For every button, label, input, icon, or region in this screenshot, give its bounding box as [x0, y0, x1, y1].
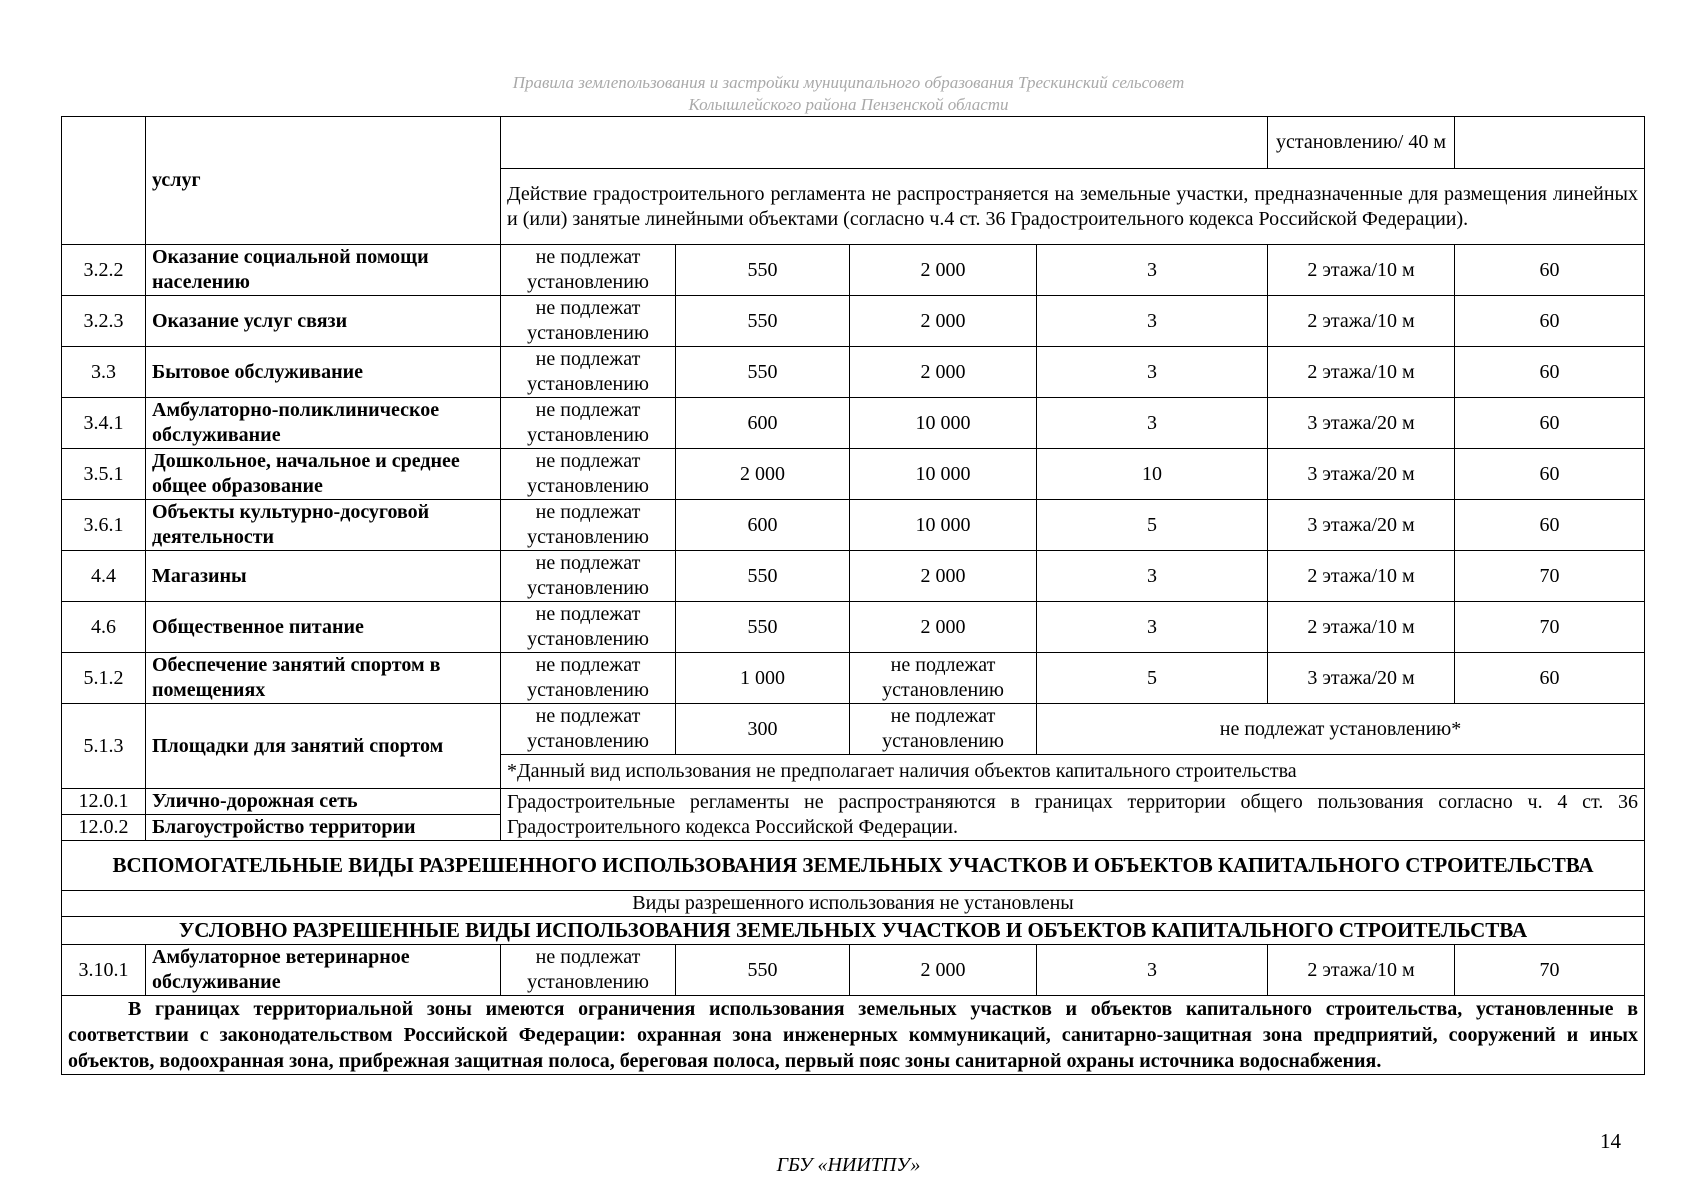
table-row-vet — [62, 945, 1645, 996]
value-cell: 10 000 — [850, 500, 1037, 551]
value-cell: 3 — [1037, 347, 1268, 398]
value-cell: 3 — [1037, 945, 1268, 996]
section-row-auxiliary — [62, 841, 1645, 891]
value-cell: 2 000 — [850, 296, 1037, 347]
height-cell: установлению/ 40 м — [1268, 117, 1455, 169]
use-name-cell: Площадки для занятий спортом — [146, 704, 501, 789]
value-cell: 550 — [676, 602, 850, 653]
value-cell: 60 — [1455, 449, 1645, 500]
value-cell: 600 — [676, 398, 850, 449]
value-cell: 2 этажа/10 м — [1268, 296, 1455, 347]
value-cell: 10 — [1037, 449, 1268, 500]
value-cell: 10 000 — [850, 449, 1037, 500]
table-row — [62, 296, 1645, 347]
value-cell: 60 — [1455, 347, 1645, 398]
use-name-cell: услуг — [146, 117, 501, 245]
value-cell: 2 000 — [850, 245, 1037, 296]
use-name-cell: Объекты культурно-досуговой деятельности — [146, 500, 501, 551]
value-cell: 550 — [676, 551, 850, 602]
section-title: УСЛОВНО РАЗРЕШЕННЫЕ ВИДЫ ИСПОЛЬЗОВАНИЯ ЗЕМЕЛЬНЫХ УЧАСТКОВ И ОБЪЕКТОВ КАПИТАЛЬНОГО СТРОИТЕЛЬСТВА — [62, 917, 1645, 945]
use-name-cell: Обеспечение занятий спортом в помещениях — [146, 653, 501, 704]
merged-value-cell: не подлежат установлению* — [1037, 704, 1645, 755]
code-cell: 3.2.3 — [62, 296, 146, 347]
value-cell: 550 — [676, 347, 850, 398]
code-cell: 4.6 — [62, 602, 146, 653]
code-cell: 12.0.2 — [62, 815, 146, 841]
code-cell: 3.6.1 — [62, 500, 146, 551]
value-cell: 300 — [676, 704, 850, 755]
value-cell: не подлежат установлению — [501, 245, 676, 296]
running-header-line1: Правила землепользования и застройки муниципального образования Трескинский сельсовет — [512, 73, 1185, 92]
use-name-cell: Оказание услуг связи — [146, 296, 501, 347]
table-row — [62, 653, 1645, 704]
value-cell: не подлежат установлению — [850, 653, 1037, 704]
value-cell: 2 этажа/10 м — [1268, 347, 1455, 398]
value-cell: 2 000 — [850, 347, 1037, 398]
value-cell: не подлежат установлению — [501, 398, 676, 449]
use-name-cell: Оказание социальной помощи населению — [146, 245, 501, 296]
value-cell: 5 — [1037, 653, 1268, 704]
code-cell: 3.2.2 — [62, 245, 146, 296]
value-cell: 60 — [1455, 653, 1645, 704]
table-row — [62, 245, 1645, 296]
table-row — [62, 398, 1645, 449]
value-cell: не подлежат установлению — [501, 296, 676, 347]
value-cell: 3 — [1037, 245, 1268, 296]
page-footer: ГБУ «НИИТПУ» — [776, 1154, 921, 1176]
value-cell: 1 000 — [676, 653, 850, 704]
table-row-street-network — [62, 789, 1645, 815]
value-cell: не подлежат установлению — [501, 653, 676, 704]
regulation-note-cell: Градостроительные регламенты не распространяются в границах территории общего пользования согласно ч. 4 ст. 36 Градостроительного кодекса Российской Федерации. — [501, 789, 1645, 841]
code-cell: 3.4.1 — [62, 398, 146, 449]
value-cell: 3 этажа/20 м — [1268, 398, 1455, 449]
value-cell: не подлежат установлению — [501, 945, 676, 996]
use-name-cell: Магазины — [146, 551, 501, 602]
value-cell: 70 — [1455, 602, 1645, 653]
value-cell: 60 — [1455, 398, 1645, 449]
table-row-auxiliary-note — [62, 891, 1645, 917]
section-row-conditional — [62, 917, 1645, 945]
value-cell: не подлежат установлению — [850, 704, 1037, 755]
restrictions-paragraph: В границах территориальной зоны имеются ограничения использования земельных участков и объектов капитального строительства, установленные в соответствии с законодательством Российской Федерации: охранная зона инженерных коммуникаций, санитарно-защитная зона предприятий, сооружений и иных объектов, водоохранная зона, прибрежная защитная полоса, береговая полоса, первый пояс зоны санитарной охраны источника водоснабжения. — [62, 996, 1645, 1075]
use-name-cell: Общественное питание — [146, 602, 501, 653]
page-number: 14 — [1600, 1129, 1621, 1153]
use-name-cell: Благоустройство территории — [146, 815, 501, 841]
code-cell: 3.3 — [62, 347, 146, 398]
value-cell: 550 — [676, 245, 850, 296]
table-row-sport-grounds — [62, 704, 1645, 755]
value-cell: 60 — [1455, 500, 1645, 551]
value-cell: 2 000 — [850, 945, 1037, 996]
code-cell — [62, 117, 146, 245]
value-cell: не подлежат установлению — [501, 449, 676, 500]
use-name-cell: Дошкольное, начальное и среднее общее образование — [146, 449, 501, 500]
code-cell: 12.0.1 — [62, 789, 146, 815]
value-cell: 2 000 — [850, 602, 1037, 653]
value-cell: 3 — [1037, 551, 1268, 602]
footnote-cell: *Данный вид использования не предполагает наличия объектов капитального строительства — [501, 755, 1645, 789]
value-cell: 2 этажа/10 м — [1268, 551, 1455, 602]
value-cell: 3 — [1037, 398, 1268, 449]
value-cell: 3 — [1037, 296, 1268, 347]
table-row-continuation — [62, 117, 1645, 169]
value-cell: 600 — [676, 500, 850, 551]
value-cell: 550 — [676, 296, 850, 347]
code-cell: 3.5.1 — [62, 449, 146, 500]
empty-cell — [501, 117, 1268, 169]
value-cell: не подлежат установлению — [501, 704, 676, 755]
table-row — [62, 347, 1645, 398]
table-row — [62, 551, 1645, 602]
value-cell: не подлежат установлению — [501, 602, 676, 653]
value-cell: 60 — [1455, 245, 1645, 296]
value-cell: не подлежат установлению — [501, 347, 676, 398]
value-cell: 2 этажа/10 м — [1268, 602, 1455, 653]
value-cell: 3 — [1037, 602, 1268, 653]
value-cell: 3 этажа/20 м — [1268, 653, 1455, 704]
value-cell: 5 — [1037, 500, 1268, 551]
empty-cell — [1455, 117, 1645, 169]
table-row — [62, 449, 1645, 500]
value-cell: не подлежат установлению — [501, 500, 676, 551]
value-cell: 2 этажа/10 м — [1268, 945, 1455, 996]
value-cell: 2 этажа/10 м — [1268, 245, 1455, 296]
code-cell: 3.10.1 — [62, 945, 146, 996]
value-cell: 2 000 — [676, 449, 850, 500]
table-row-restrictions — [62, 996, 1645, 1075]
value-cell: не подлежат установлению — [501, 551, 676, 602]
regulation-note-cell: Действие градостроительного регламента не распространяется на земельные участки, предназначенные для размещения линейных и (или) занятые линейными объектами (согласно ч.4 ст. 36 Градостроительного кодекса Российской Федерации). — [501, 169, 1645, 245]
value-cell: 70 — [1455, 945, 1645, 996]
use-name-cell: Амбулаторное ветеринарное обслуживание — [146, 945, 501, 996]
regulations-table — [61, 116, 1645, 1075]
use-name-cell: Бытовое обслуживание — [146, 347, 501, 398]
code-cell: 4.4 — [62, 551, 146, 602]
value-cell: 3 этажа/20 м — [1268, 500, 1455, 551]
table-row — [62, 500, 1645, 551]
use-name-cell: Амбулаторно-поликлиническое обслуживание — [146, 398, 501, 449]
use-name-cell: Улично-дорожная сеть — [146, 789, 501, 815]
value-cell: 10 000 — [850, 398, 1037, 449]
value-cell: 3 этажа/20 м — [1268, 449, 1455, 500]
code-cell: 5.1.2 — [62, 653, 146, 704]
value-cell: 2 000 — [850, 551, 1037, 602]
running-header-line2: Колышлейского района Пензенской области — [688, 95, 1009, 114]
value-cell: 70 — [1455, 551, 1645, 602]
section-note: Виды разрешенного использования не установлены — [62, 891, 1645, 917]
code-cell: 5.1.3 — [62, 704, 146, 789]
value-cell: 550 — [676, 945, 850, 996]
table-row — [62, 602, 1645, 653]
value-cell: 60 — [1455, 296, 1645, 347]
section-title: ВСПОМОГАТЕЛЬНЫЕ ВИДЫ РАЗРЕШЕННОГО ИСПОЛЬЗОВАНИЯ ЗЕМЕЛЬНЫХ УЧАСТКОВ И ОБЪЕКТОВ КАПИТАЛЬНОГО СТРОИТЕЛЬСТВА — [62, 841, 1645, 891]
